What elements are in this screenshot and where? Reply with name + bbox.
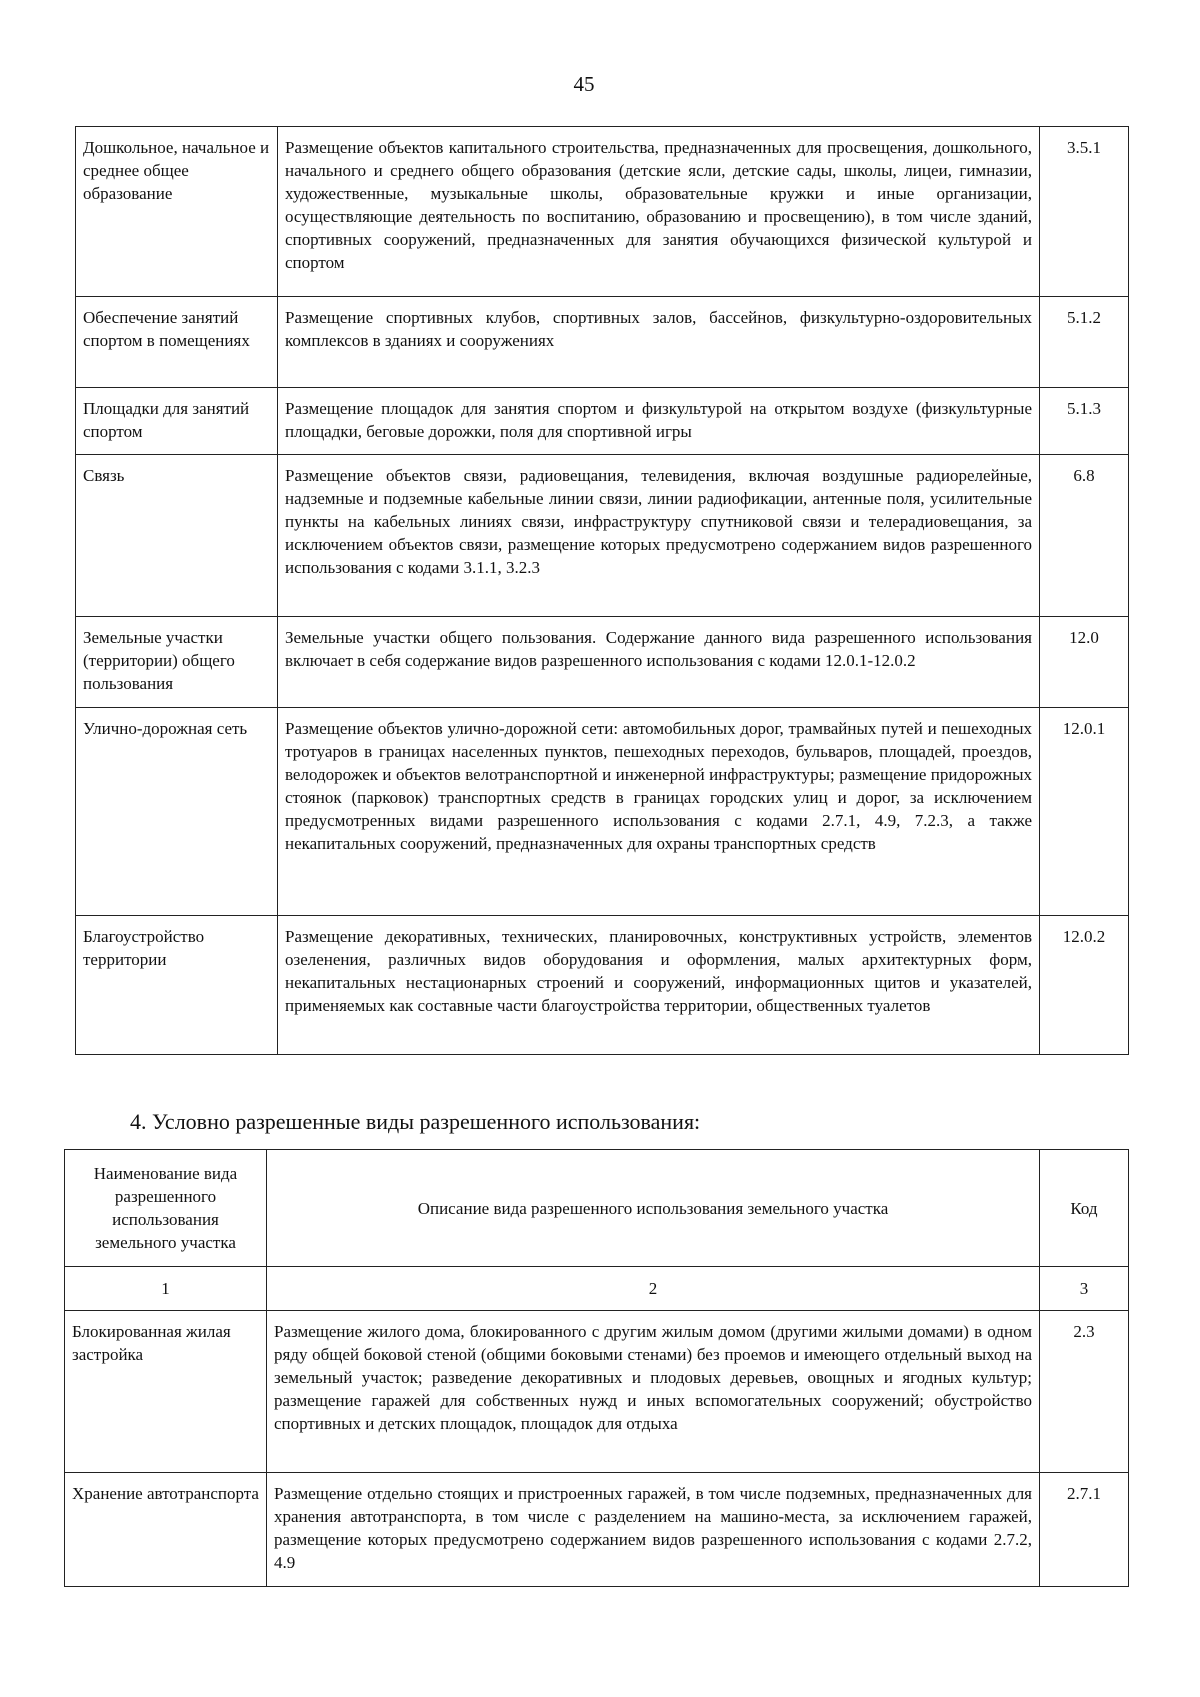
use-description: Размещение объектов связи, радиовещания, телевидения, включая воздушные радиорелейные, надземные и подземные кабельные линии связи, линии радиофикации, антенные поля, усилительные пункты на кабельных линиях связи, инфраструктуру спутниковой связи и телерадиовещания, за исключением объектов связи, размещение которых предусмотрено содержанием видов разрешенного использования с кодами 3.1.1, 3.2.3 (278, 455, 1040, 617)
table-row (76, 708, 1129, 916)
column-header-code: Код (1040, 1150, 1129, 1267)
use-description: Размещение спортивных клубов, спортивных залов, бассейнов, физкультурно-оздоровительных комплексов в зданиях и сооружениях (278, 297, 1040, 388)
use-description: Размещение жилого дома, блокированного с другим жилым домом (другими жилыми домами) в одном ряду общей боковой стеной (общими боковыми стенами) без проемов и имеющего отдельный выход на земельный участок; разведение декоративных и плодовых деревьев, овощных и ягодных культур; размещение гаражей для собственных нужд и иных вспомогательных сооружений; обустройство спортивных и детских площадок, площадок для отдыха (267, 1311, 1040, 1473)
use-name: Дошкольное, начальное и среднее общее образование (76, 127, 278, 297)
use-code: 12.0.1 (1040, 708, 1129, 916)
table-row (76, 617, 1129, 708)
use-code: 12.0.2 (1040, 916, 1129, 1055)
use-description: Размещение объектов капитального строительства, предназначенных для просвещения, дошкольного, начального и среднего общего образования (детские ясли, детские сады, школы, лицеи, гимназии, художественные, музыкальные школы, образовательные кружки и иные организации, осуществляющие деятельность по воспитанию, образованию и просвещению), в том числе зданий, спортивных сооружений, предназначенных для занятия обучающихся физической культурой и спортом (278, 127, 1040, 297)
permitted-uses-table (75, 126, 1129, 1055)
column-number: 3 (1040, 1267, 1129, 1311)
column-number: 2 (267, 1267, 1040, 1311)
use-description: Размещение отдельно стоящих и пристроенных гаражей, в том числе подземных, предназначенных для хранения автотранспорта, в том числе с разделением на машино-места, за исключением гаражей, размещение которых предусмотрено содержанием видов разрешенного использования с кодами 2.7.2, 4.9 (267, 1473, 1040, 1587)
use-code: 3.5.1 (1040, 127, 1129, 297)
table-row (76, 455, 1129, 617)
section-heading: 4. Условно разрешенные виды разрешенного использования: (130, 1109, 701, 1134)
use-name: Земельные участки (территории) общего пользования (76, 617, 278, 708)
column-number: 1 (65, 1267, 267, 1311)
table-row (65, 1473, 1129, 1587)
use-code: 5.1.2 (1040, 297, 1129, 388)
table-header-row (65, 1150, 1129, 1267)
column-header-name: Наименование вида разрешенного использования земельного участка (65, 1150, 267, 1267)
conditional-uses-table (64, 1149, 1129, 1587)
use-code: 12.0 (1040, 617, 1129, 708)
use-description: Земельные участки общего пользования. Содержание данного вида разрешенного использования включает в себя содержание видов разрешенного использования с кодами 12.0.1-12.0.2 (278, 617, 1040, 708)
table-row (76, 388, 1129, 455)
use-code: 5.1.3 (1040, 388, 1129, 455)
use-code: 2.7.1 (1040, 1473, 1129, 1587)
use-name: Улично-дорожная сеть (76, 708, 278, 916)
use-name: Хранение автотранспорта (65, 1473, 267, 1587)
table-row (76, 127, 1129, 297)
table-row (65, 1311, 1129, 1473)
use-name: Обеспечение занятий спортом в помещениях (76, 297, 278, 388)
use-description: Размещение декоративных, технических, планировочных, конструктивных устройств, элементов озеленения, различных видов оборудования и оформления, малых архитектурных форм, некапитальных нестационарных строений и сооружений, информационных щитов и указателей, применяемых как составные части благоустройства территории, общественных туалетов (278, 916, 1040, 1055)
column-header-description: Описание вида разрешенного использования земельного участка (267, 1150, 1040, 1267)
page-number: 45 (573, 72, 595, 96)
column-number-row (65, 1267, 1129, 1311)
use-name: Связь (76, 455, 278, 617)
use-name: Блокированная жилая застройка (65, 1311, 267, 1473)
use-code: 6.8 (1040, 455, 1129, 617)
table-row (76, 297, 1129, 388)
use-description: Размещение объектов улично-дорожной сети: автомобильных дорог, трамвайных путей и пешеходных тротуаров в границах населенных пунктов, пешеходных переходов, бульваров, площадей, проездов, велодорожек и объектов велотранспортной и инженерной инфраструктуры; размещение придорожных стоянок (парковок) транспортных средств в границах городских улиц и дорог, за исключением предусмотренных видами разрешенного использования с кодами 2.7.1, 4.9, 7.2.3, а также некапитальных сооружений, предназначенных для охраны транспортных средств (278, 708, 1040, 916)
use-code: 2.3 (1040, 1311, 1129, 1473)
use-name: Площадки для занятий спортом (76, 388, 278, 455)
use-name: Благоустройство территории (76, 916, 278, 1055)
table-row (76, 916, 1129, 1055)
use-description: Размещение площадок для занятия спортом и физкультурой на открытом воздухе (физкультурные площадки, беговые дорожки, поля для спортивной игры (278, 388, 1040, 455)
